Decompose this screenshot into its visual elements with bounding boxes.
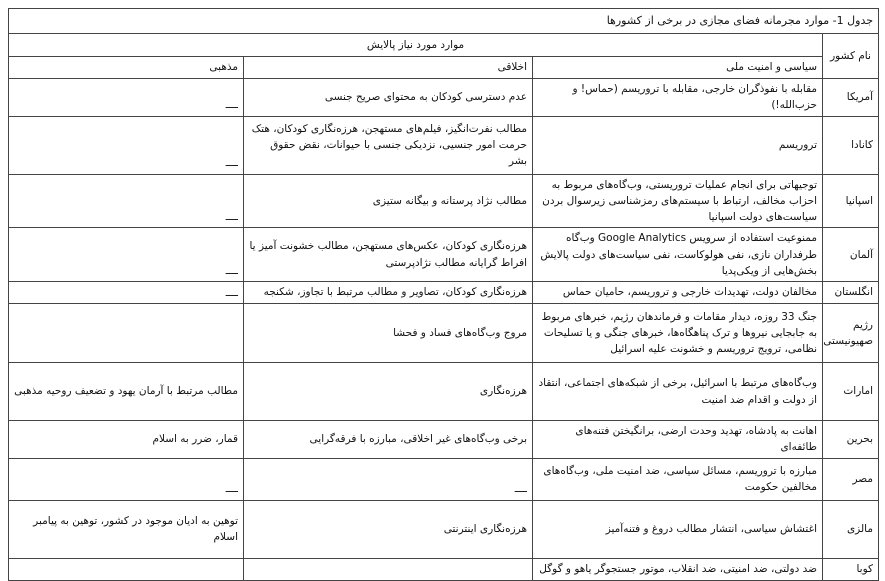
header-religious: مذهبی: [9, 57, 244, 79]
table-caption: جدول 1- موارد مجرمانه فضای مجازی در برخی از کشورها: [9, 9, 879, 34]
table-row: [9, 282, 879, 304]
cell-country: بحرین: [823, 421, 879, 459]
cell-moral: هرزه‌نگاری: [244, 363, 533, 421]
cell-political: مبارزه با تروریسم، مسائل سیاسی، ضد امنیت ملی، وب‌گاه‌های مخالفین حکومت: [533, 458, 823, 500]
table-row: [9, 421, 879, 459]
cell-political: تروریسم: [533, 116, 823, 174]
cell-religious: ــــ: [9, 79, 244, 117]
cell-religious: ــــ: [9, 458, 244, 500]
cell-country: اسپانیا: [823, 174, 879, 228]
cell-moral: مطالب نژاد پرستانه و بیگانه ستیزی: [244, 174, 533, 228]
table-row: [9, 500, 879, 558]
table-row: [9, 174, 879, 228]
cell-political: جنگ 33 روزه، دیدار مقامات و فرماندهان رژیم، خبرهای مربوط به جابجایی نیروها و ترک پناهگاه‌ها، خبرهای جنگی و یا تسلیحات نظامی، ترویج تروریسم و خشونت علیه اسرائیل: [533, 304, 823, 363]
cell-country: کانادا: [823, 116, 879, 174]
cell-religious: قمار، ضرر به اسلام: [9, 421, 244, 459]
header-political: سیاسی و امنیت ملی: [533, 57, 823, 79]
cell-moral: هرزه‌نگاری کودکان، عکس‌های مستهجن، مطالب خشونت آمیز یا افراط گرایانه مطالب نژادپرستی: [244, 228, 533, 282]
cell-religious: توهین به ادیان موجود در کشور، توهین به پیامبر اسلام: [9, 500, 244, 558]
cell-religious: [9, 558, 244, 580]
cell-moral: مطالب نفرت‌انگیز، فیلم‌های مستهجن، هرزه‌نگاری کودکان، هتک حرمت امور جنسیی، نزدیکی جنسی با حیوانات، نقض حقوق بشر: [244, 116, 533, 174]
cell-moral: عدم دسترسی کودکان به محتوای صریح جنسی: [244, 79, 533, 117]
cell-country: مصر: [823, 458, 879, 500]
cell-religious: ــــ: [9, 282, 244, 304]
header-filter-group: موارد مورد نیاز پالایش: [9, 34, 823, 57]
cell-political: مقابله با نفوذگران خارجی، مقابله با تروریسم (حماس! و حزب‌الله!): [533, 79, 823, 117]
cell-country: مالزی: [823, 500, 879, 558]
cell-country: آلمان: [823, 228, 879, 282]
table-row: [9, 363, 879, 421]
table-row: [9, 79, 879, 117]
cell-moral: هرزه‌نگاری اینترنتی: [244, 500, 533, 558]
cell-moral: برخی وب‌گاه‌های غیر اخلاقی، مبارزه با فرقه‌گرایی: [244, 421, 533, 459]
cell-religious: ــــ: [9, 174, 244, 228]
cell-country: امارات: [823, 363, 879, 421]
cell-political: مخالفان دولت، تهدیدات خارجی و تروریسم، حامیان حماس: [533, 282, 823, 304]
cell-moral: مروج وب‌گاه‌های فساد و فحشا: [244, 304, 533, 363]
cell-country: آمریکا: [823, 79, 879, 117]
cell-moral: ــــ: [244, 458, 533, 500]
table-row: [9, 458, 879, 500]
cell-political: ممنوعیت استفاده از سرویس Google Analytics وب‌گاه طرفداران نازی، نفی هولوکاست، نفی سیاست‌های دولت پالایش بخش‌هایی از ویکی‌پدیا: [533, 228, 823, 282]
cell-political: ضد دولتی، ضد امنیتی، ضد انقلاب، موتور جستجوگر یاهو و گوگل: [533, 558, 823, 580]
cell-country: کوبا: [823, 558, 879, 580]
cell-political: اهانت به پادشاه، تهدید وحدت ارضی، برانگیختن فتنه‌های طائفه‌ای: [533, 421, 823, 459]
cell-religious: [9, 304, 244, 363]
cell-political: اغتشاش سیاسی، انتشار مطالب دروغ و فتنه‌آمیز: [533, 500, 823, 558]
cell-moral: هرزه‌نگاری کودکان، تصاویر و مطالب مرتبط با تجاوز، شکنجه: [244, 282, 533, 304]
cell-religious: ــــ: [9, 116, 244, 174]
table-row: [9, 304, 879, 363]
cell-political: وب‌گاه‌های مرتبط با اسرائیل، برخی از شبکه‌های اجتماعی، انتقاد از دولت و اقدام ضد امنیت: [533, 363, 823, 421]
filtering-table: [8, 8, 879, 581]
header-country: نام کشور: [823, 34, 879, 79]
document: [8, 8, 879, 581]
header-moral: اخلاقی: [244, 57, 533, 79]
cell-religious: ــــ: [9, 228, 244, 282]
cell-country: رژیم صهیونیستی: [823, 304, 879, 363]
table-row: [9, 228, 879, 282]
cell-moral: [244, 558, 533, 580]
table-row: [9, 116, 879, 174]
table-row: [9, 558, 879, 580]
cell-religious: مطالب مرتبط با آرمان یهود و تضعیف روحیه مذهبی: [9, 363, 244, 421]
cell-political: توجیهاتی برای انجام عملیات تروریستی، وب‌گاه‌های مربوط به احزاب مخالف، ارتباط با سیستم‌های رمزشناسی زیرسوال بردن سیاست‌های دولت اسپانیا: [533, 174, 823, 228]
cell-country: انگلستان: [823, 282, 879, 304]
